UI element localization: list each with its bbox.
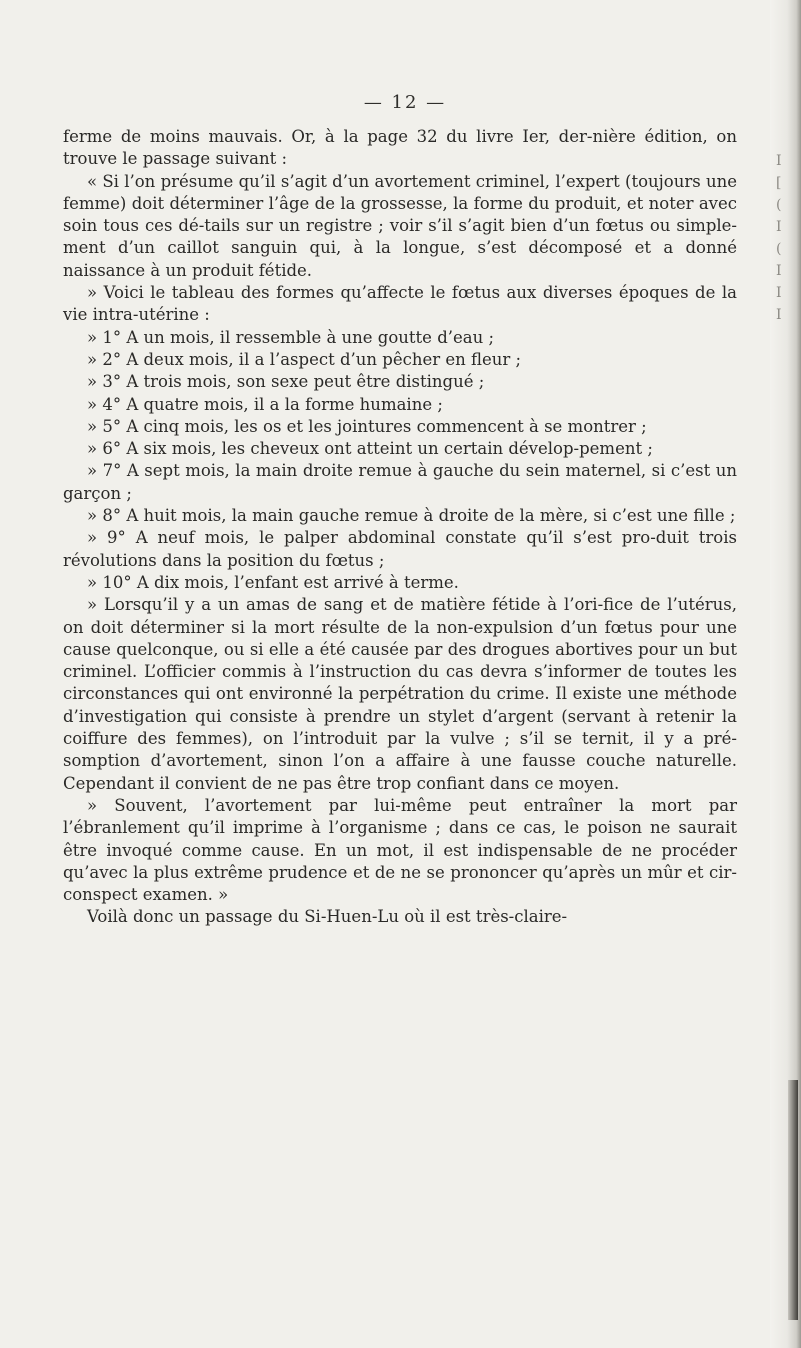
list-item: » 1° A un mois, il ressemble à une goutte d’eau ; <box>87 327 495 347</box>
edge-mark: I <box>776 285 782 301</box>
page-number: — 12 — <box>363 92 447 113</box>
list-item: » 10° A dix mois, l’enfant est arrivé à terme. <box>87 572 459 592</box>
binding-shadow <box>788 1080 798 1320</box>
list-item: » 6° A six mois, les cheveux ont atteint un certain dévelop-pement ; <box>87 439 653 459</box>
paragraph: » Voici le tableau des formes qu’affecte le fœtus aux diverses époques de la vie intra-utérine : <box>63 283 737 325</box>
edge-mark: I <box>776 219 782 235</box>
edge-mark: I <box>776 153 782 169</box>
list-item: » 3° A trois mois, son sexe peut être distingué ; <box>87 372 485 392</box>
edge-mark: [ <box>776 175 782 191</box>
paragraph: » Souvent, l’avortement par lui-même peut entraîner la mort par l’ébranlement qu’il imprime à l’organisme ; dans ce cas, le poison ne saurait être invoqué comme cause. En un mot, il est indispensable de ne procéder qu’avec la plus extrême prudence et de ne se prononcer qu’après un mûr et cir-conspect examen. » <box>63 795 737 905</box>
body-text <box>63 126 737 929</box>
paragraph: Voilà donc un passage du Si-Huen-Lu où il est très-claire- <box>87 907 568 927</box>
list-item: » 9° A neuf mois, le palper abdominal constate qu’il s’est pro-duit trois révolutions dans la position du fœtus ; <box>63 528 737 570</box>
facing-page-edge-marks <box>776 150 782 326</box>
paragraph: ferme de moins mauvais. Or, à la page 32 du livre Ier, der-nière édition, on trouve le passage suivant : <box>63 127 737 169</box>
list-item: » 8° A huit mois, la main gauche remue à droite de la mère, si c’est une fille ; <box>87 506 736 526</box>
list-item: » 4° A quatre mois, il a la forme humaine ; <box>87 394 443 414</box>
edge-mark: ( <box>776 241 782 257</box>
paragraph: » Lorsqu’il y a un amas de sang et de matière fétide à l’ori-fice de l’utérus, on doit déterminer si la mort résulte de la non-expulsion d’un fœtus pour une cause quelconque, ou si elle a été causée par des drogues abortives pour un but criminel. L’officier commis à l’instruction du cas devra s’informer de toutes les circonstances qui ont environné la perpétration du crime. Il existe une méthode d’investigation qui consiste à prendre un stylet d’argent (servant à retenir la coiffure des femmes), on l’introduit par la vulve ; s’il se ternit, il y a pré-somption d’avortement, sinon l’on a affaire à une fausse couche naturelle. Cependant il convient de ne pas être trop confiant dans ce moyen. <box>63 595 737 793</box>
list-item: » 2° A deux mois, il a l’aspect d’un pêcher en fleur ; <box>87 349 522 369</box>
list-item: » 7° A sept mois, la main droite remue à gauche du sein maternel, si c’est un garçon ; <box>63 461 737 503</box>
paragraph: « Si l’on présume qu’il s’agit d’un avortement criminel, l’expert (toujours une femme) doit déterminer l’âge de la grossesse, la forme du produit, et noter avec soin tous ces dé-tails sur un registre ; voir s’il s’agit bien d’un fœtus ou simple-ment d’un caillot sanguin qui, à la longue, s’est décomposé et a donné naissance à un produit fétide. <box>63 171 737 280</box>
edge-mark: I <box>776 263 782 279</box>
edge-mark: I <box>776 307 782 323</box>
list-item: » 5° A cinq mois, les os et les jointures commencent à se montrer ; <box>87 416 647 436</box>
edge-mark: ( <box>776 197 782 213</box>
